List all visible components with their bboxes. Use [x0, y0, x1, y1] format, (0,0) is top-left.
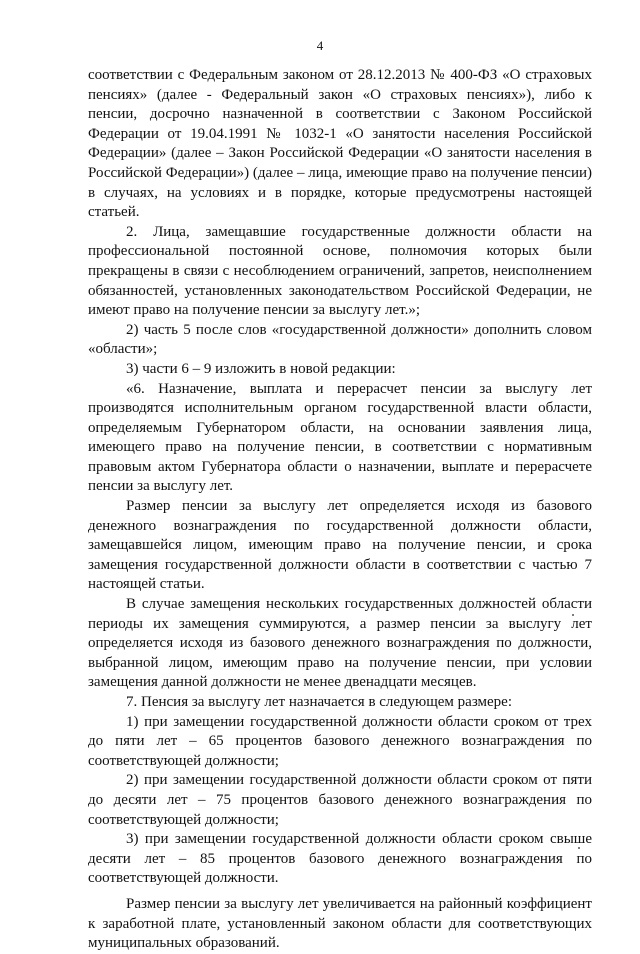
- paragraph-amendment-3: 3) части 6 – 9 изложить в новой редакции:: [126, 360, 396, 377]
- page-number: 4: [316, 38, 324, 53]
- scan-speck: [578, 847, 580, 849]
- paragraph-part-6: «6. Назначение, выплата и перерасчет пенсии за выслугу лет производятся исполнительным органом государственной власти области, определяемым Губернатором области, на основании заявления лица, имеющего право на получение пенсии, в соответствии с нормативным правовым актом Губернатора области о назначении, выплате и перерасчете пенсии за выслугу лет.: [88, 380, 592, 495]
- paragraph-pension-size: Размер пенсии за выслугу лет определяется исходя из базового денежного вознаграждения по государственной должности области, замещавшейся лицом, имеющим право на получение пенсии, и срока замещения государственной должности области в соответствии с частью 7 настоящей статьи.: [88, 498, 592, 593]
- paragraph-item-2: 2. Лица, замещавшие государственные должности области на профессиональной постоянной основе, полномочия которых были прекращены в связи с несоблюдением ограничений, запретов, неисполнением обязанностей, установленных законодательством Российской Федерации, не имеют право на получение пенсии за выслугу лет.»;: [88, 223, 592, 319]
- paragraph-continuation: соответствии с Федеральным законом от 28.12.2013 № 400-ФЗ «О страховых пенсиях» (далее - Федеральный закон «О страховых пенсиях»), либо к пенсии, досрочно назначенной в соответствии с Законом Российской Федерации от 19.04.1991 № 1032-1 «О занятости населения Российской Федерации» (далее – Закон Российской Федерации «О занятости населения в Российской Федерации») (далее – лица, имеющие право на получение пенсии) в случаях, на условиях и в порядке, которые предусмотрены настоящей статьей.: [88, 67, 592, 221]
- scan-speck: [572, 614, 574, 616]
- paragraph-part-7: 7. Пенсия за выслугу лет назначается в следующем размере:: [126, 694, 513, 710]
- paragraph-multiple-positions: В случае замещения нескольких государственных должностей области периоды их замещения суммируются, а размер пенсии за выслугу лет определяется исходя из базового денежного вознаграждения по должности, выбранной лицом, имеющим право на получение пенсии, при условии замещения данной должности не менее двенадцати месяцев.: [88, 596, 592, 691]
- document-body: [88, 66, 592, 954]
- paragraph-regional-coefficient: Размер пенсии за выслугу лет увеличивается на районный коэффициент к заработной плате, установленный законом области для соответствующих муниципальных образований.: [88, 895, 592, 952]
- list-item-3: 3) при замещении государственной должности области сроком свыше десяти лет – 85 процентов базового денежного вознаграждения по соответствующей должности.: [88, 831, 592, 887]
- list-item-1: 1) при замещении государственной должности области сроком от трех до пяти лет – 65 процентов базового денежного вознаграждения по соответствующей должности;: [88, 713, 592, 769]
- list-item-2: 2) при замещении государственной должности области сроком от пяти до десяти лет – 75 процентов базового денежного вознаграждения по соответствующей должности;: [88, 772, 592, 828]
- paragraph-amendment-2: 2) часть 5 после слов «государственной должности» дополнить словом «области»;: [88, 321, 592, 358]
